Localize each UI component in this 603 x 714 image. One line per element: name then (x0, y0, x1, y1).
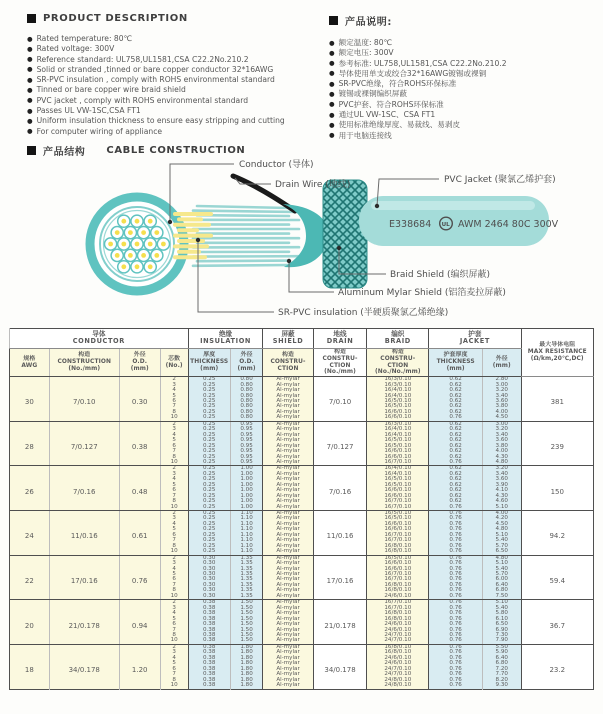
cell-drain-construction: 17/0.16 (313, 555, 367, 600)
cell-cores: 2 3 4 5 6 7 8 10 (160, 421, 188, 466)
cell-drain-construction: 7/0.16 (313, 466, 367, 511)
cell-jacket-thickness: 0.62 0.62 0.62 0.62 0.62 0.62 0.62 0.76 (429, 466, 483, 511)
list-item: ● SR-PVC insulation , comply with ROHS environmental standard (27, 75, 299, 85)
cell-shield-construction: Al-mylar Al-mylar Al-mylar Al-mylar Al-mylar Al-mylar Al-mylar Al-mylar (263, 555, 313, 600)
cell-insulation-od: 1.80 1.80 1.80 1.80 1.80 1.80 1.80 1.80 (230, 644, 263, 689)
jacket-print-file-no: E338684 (389, 218, 432, 230)
list-item: ● PVC护套、符合ROHS环保标准 (329, 100, 601, 110)
list-item: ● Reference standard: UL758,UL1581,CSA C22.2No.210.2 (27, 55, 299, 65)
cell-insulation-thickness: 0.38 0.38 0.38 0.38 0.38 0.38 0.38 0.38 (188, 600, 230, 645)
cell-insulation-od: 0.95 0.95 0.95 0.95 0.95 0.95 0.95 0.95 (230, 421, 263, 466)
col-header-awg: 规格 AWG (10, 348, 50, 376)
cell-jacket-od: 5.50 5.90 6.40 6.80 7.20 7.70 8.20 9.30 (482, 644, 521, 689)
list-item: ● 额定温度: 80℃ (329, 38, 601, 48)
cell-jacket-thickness: 0.76 0.76 0.76 0.76 0.76 0.76 0.76 0.76 (429, 644, 483, 689)
cell-insulation-thickness: 0.25 0.25 0.25 0.25 0.25 0.25 0.25 0.25 (188, 511, 230, 556)
cell-insulation-od: 1.35 1.35 1.35 1.35 1.35 1.35 1.35 1.35 (230, 555, 263, 600)
mylar-wrap (283, 204, 328, 267)
label-pvc-jacket: PVC Jacket (聚氯乙烯护套) (444, 174, 556, 185)
cell-awg: 30 (10, 377, 50, 422)
description-section (0, 0, 603, 141)
product-description-cn-title-text: 产品说明: (345, 17, 392, 28)
col-header-jacket-thickness: 护套厚度 THICKNESS (mm) (429, 348, 483, 376)
col-group-conductor: 导体 CONDUCTOR (10, 328, 189, 348)
svg-text:UL: UL (441, 221, 450, 228)
cell-insulation-thickness: 0.25 0.25 0.25 0.25 0.25 0.25 0.25 0.25 (188, 377, 230, 422)
cell-construction: 7/0.127 (49, 421, 119, 466)
product-description-title-text: PRODUCT DESCRIPTION (43, 13, 188, 24)
cell-shield-construction: Al-mylar Al-mylar Al-mylar Al-mylar Al-mylar Al-mylar Al-mylar Al-mylar (263, 377, 313, 422)
cell-cores: 2 3 4 5 6 7 8 10 (160, 466, 188, 511)
cell-awg: 24 (10, 511, 50, 556)
list-item: ● Passes UL VW-1SC,CSA FT1 (27, 106, 299, 116)
cell-shield-construction: Al-mylar Al-mylar Al-mylar Al-mylar Al-mylar Al-mylar Al-mylar Al-mylar (263, 644, 313, 689)
cell-conductor-od: 0.61 (119, 511, 160, 556)
col-group-shield: 屏蔽 SHIELD (263, 328, 313, 348)
list-item: ● Uniform insulation thickness to ensure easy stripping and cutting (27, 116, 299, 126)
cell-braid-construction: 16/8/0.10 16/8/0.10 24/6/0.10 24/6/0.10 24/7/0.10 24/7/0.10 24/8/0.10 24/8/0.10 (367, 644, 429, 689)
cell-jacket-thickness: 0.76 0.76 0.76 0.76 0.76 0.76 0.76 0.76 (429, 555, 483, 600)
cell-construction: 11/0.16 (49, 511, 119, 556)
cell-awg: 20 (10, 600, 50, 645)
cell-insulation-thickness: 0.38 0.38 0.38 0.38 0.38 0.38 0.38 0.38 (188, 644, 230, 689)
col-header-braid-construction: 构造 CONSTRU- CTION (No./No./mm) (367, 348, 429, 376)
list-item: ● 通过UL VW-1SC、CSA FT1 (329, 110, 601, 120)
cell-awg: 18 (10, 644, 50, 689)
cell-braid-construction: 16/3/0.10 16/3/0.10 16/4/0.10 16/4/0.10 16/5/0.10 16/5/0.10 16/6/0.10 16/6/0.10 (367, 377, 429, 422)
cell-drain-construction: 11/0.16 (313, 511, 367, 556)
cable-construction-title (27, 143, 603, 158)
label-braid-shield: Braid Shield (编织屏蔽) (390, 269, 491, 280)
col-group-drain: 地线 DRAIN (313, 328, 367, 348)
spec-row-awg-18 (10, 644, 594, 689)
list-item: ● 导体使用单支或绞合32*16AWG镀锡或裸铜 (329, 69, 601, 79)
cell-jacket-od: 4.80 5.10 5.40 5.70 6.00 6.40 6.80 7.50 (482, 555, 521, 600)
label-drain-wire: Drain Wire (地线) (275, 179, 351, 190)
cell-conductor-od: 0.38 (119, 421, 160, 466)
col-header-jacket-od: 外径 (mm) (482, 348, 521, 376)
cell-cores: 2 3 4 5 6 7 8 10 (160, 644, 188, 689)
cell-jacket-thickness: 0.62 0.62 0.62 0.62 0.62 0.62 0.62 0.76 (429, 421, 483, 466)
cell-insulation-thickness: 0.25 0.25 0.25 0.25 0.25 0.25 0.25 0.25 (188, 466, 230, 511)
list-item: ● 用于电脑连接线 (329, 131, 601, 141)
cable-diagram (27, 158, 603, 326)
construction-title-cn: 产品结构 (43, 146, 86, 158)
cell-braid-construction: 16/5/0.10 16/6/0.10 16/6/0.10 16/7/0.10 16/7/0.10 16/8/0.10 16/8/0.10 24/6/0.10 (367, 555, 429, 600)
cell-construction: 17/0.16 (49, 555, 119, 600)
col-header-max-resistance: 最大导体电阻 MAX RESISTANCE (Ω/km,20℃,DC) (521, 328, 593, 376)
cell-drain-construction: 7/0.127 (313, 421, 367, 466)
cell-jacket-thickness: 0.62 0.62 0.62 0.62 0.62 0.62 0.62 0.76 (429, 377, 483, 422)
col-header-insulation-thickness: 厚度 THICKNESS (mm) (188, 348, 230, 376)
col-header-cores: 芯数 (No.) (160, 348, 188, 376)
cell-insulation-od: 1.50 1.50 1.50 1.50 1.50 1.50 1.50 1.50 (230, 600, 263, 645)
spec-table-section (0, 326, 603, 690)
list-item: ● Rated voltage: 300V (27, 44, 299, 54)
list-item: ● 参考标准: UL758,UL1581,CSA C22.2No.210.2 (329, 59, 601, 69)
col-header-drain-construction: 构造 CONSTRU- CTION (No./mm) (313, 348, 367, 376)
list-item: ● 镀锡或裸铜编织屏蔽 (329, 89, 601, 99)
cell-max-resistance: 381 (521, 377, 593, 422)
cell-insulation-od: 1.00 1.00 1.00 1.00 1.00 1.00 1.00 1.00 (230, 466, 263, 511)
list-item: ● SR-PVC绝缘，符合ROHS环保标准 (329, 79, 601, 89)
spec-row-awg-22 (10, 555, 594, 600)
cell-awg: 28 (10, 421, 50, 466)
list-item: ● PVC jacket , comply with ROHS environmental standard (27, 96, 299, 106)
cell-construction: 34/0.178 (49, 644, 119, 689)
square-bullet-icon (329, 16, 338, 25)
list-item: ● Rated temperature: 80℃ (27, 34, 299, 44)
cell-construction: 7/0.10 (49, 377, 119, 422)
cell-construction: 21/0.178 (49, 600, 119, 645)
cell-insulation-thickness: 0.25 0.25 0.25 0.25 0.25 0.25 0.25 0.25 (188, 421, 230, 466)
col-group-insulation: 绝缘 INSULATION (188, 328, 263, 348)
cell-conductor-od: 0.94 (119, 600, 160, 645)
cell-jacket-od: 5.10 5.40 5.80 6.10 6.50 6.90 7.30 7.90 (482, 600, 521, 645)
cell-shield-construction: Al-mylar Al-mylar Al-mylar Al-mylar Al-mylar Al-mylar Al-mylar Al-mylar (263, 466, 313, 511)
cell-awg: 26 (10, 466, 50, 511)
cell-jacket-od: 3.20 3.40 3.60 3.90 4.10 4.30 4.60 5.10 (482, 466, 521, 511)
construction-title-en: CABLE CONSTRUCTION (106, 144, 246, 156)
col-header-shield-construction: 构造 CONSTRU- CTION (263, 348, 313, 376)
cell-conductor-od: 0.48 (119, 466, 160, 511)
cell-max-resistance: 94.2 (521, 511, 593, 556)
cell-jacket-od: 3.00 3.20 3.40 3.60 3.80 4.00 4.30 4.80 (482, 421, 521, 466)
spec-row-awg-28 (10, 421, 594, 466)
cell-jacket-thickness: 0.76 0.76 0.76 0.76 0.76 0.76 0.76 0.76 (429, 600, 483, 645)
cell-braid-construction: 16/4/0.10 16/4/0.10 16/5/0.10 16/5/0.10 16/6/0.10 16/6/0.10 16/7/0.10 16/7/0.10 (367, 466, 429, 511)
label-sr-pvc-insulation: SR-PVC insulation (半硬质聚氯乙烯绝缘) (278, 307, 449, 318)
cell-shield-construction: Al-mylar Al-mylar Al-mylar Al-mylar Al-mylar Al-mylar Al-mylar Al-mylar (263, 600, 313, 645)
jacket-print-spec: AWM 2464 80C 300V (458, 218, 559, 230)
cable-side-view (173, 176, 559, 288)
cell-shield-construction: Al-mylar Al-mylar Al-mylar Al-mylar Al-mylar Al-mylar Al-mylar Al-mylar (263, 511, 313, 556)
cell-conductor-od: 1.20 (119, 644, 160, 689)
col-header-insulation-od: 外径 O.D. (mm) (230, 348, 263, 376)
label-conductor: Conductor (导体) (239, 159, 314, 170)
cell-jacket-od: 4.00 4.20 4.50 4.80 5.10 5.40 5.70 6.50 (482, 511, 521, 556)
spec-row-awg-30 (10, 377, 594, 422)
product-description-list (27, 34, 299, 137)
product-description-en (27, 13, 299, 141)
col-group-braid: 编织 BRAID (367, 328, 429, 348)
product-description-cn-title (329, 13, 601, 28)
cell-cores: 2 3 4 5 6 7 8 10 (160, 377, 188, 422)
cell-insulation-od: 1.10 1.10 1.10 1.10 1.10 1.10 1.10 1.10 (230, 511, 263, 556)
col-header-conductor-od: 外径 O.D. (mm) (119, 348, 160, 376)
cell-max-resistance: 59.4 (521, 555, 593, 600)
list-item: ● 使用标准绝缘厚度、易裁线、易剥皮 (329, 120, 601, 130)
cell-insulation-thickness: 0.30 0.30 0.30 0.30 0.30 0.30 0.30 0.30 (188, 555, 230, 600)
cell-awg: 22 (10, 555, 50, 600)
cell-jacket-od: 2.80 3.00 3.20 3.40 3.60 3.80 4.00 4.50 (482, 377, 521, 422)
cell-cores: 2 3 4 5 6 7 8 10 (160, 511, 188, 556)
cell-max-resistance: 23.2 (521, 644, 593, 689)
cell-construction: 7/0.16 (49, 466, 119, 511)
label-aluminum-mylar-shield: Aluminum Mylar Shield (铝箔麦拉屏蔽) (338, 287, 506, 298)
cell-insulation-od: 0.80 0.80 0.80 0.80 0.80 0.80 0.80 0.80 (230, 377, 263, 422)
cell-conductor-od: 0.76 (119, 555, 160, 600)
cable-construction-section (0, 141, 603, 326)
jacket-print (389, 217, 559, 230)
product-description-cn-list (329, 38, 601, 141)
cell-max-resistance: 239 (521, 421, 593, 466)
spec-row-awg-24 (10, 511, 594, 556)
square-bullet-icon (27, 146, 36, 155)
cell-braid-construction: 16/3/0.10 16/4/0.10 16/4/0.10 16/5/0.10 16/5/0.10 16/6/0.10 16/6/0.10 16/7/0.10 (367, 421, 429, 466)
product-description-cn (329, 13, 601, 141)
cell-drain-construction: 34/0.178 (313, 644, 367, 689)
col-group-jacket: 护套 JACKET (429, 328, 521, 348)
spec-row-awg-26 (10, 466, 594, 511)
braid-segment (323, 180, 367, 288)
cell-drain-construction: 7/0.10 (313, 377, 367, 422)
cell-cores: 2 3 4 5 6 7 8 10 (160, 555, 188, 600)
square-bullet-icon (27, 14, 36, 23)
cell-max-resistance: 36.7 (521, 600, 593, 645)
list-item: ● For computer wiring of appliance (27, 127, 299, 137)
list-item: ● Solid or stranded ,tinned or bare copper conductor 32*16AWG (27, 65, 299, 75)
cell-shield-construction: Al-mylar Al-mylar Al-mylar Al-mylar Al-mylar Al-mylar Al-mylar Al-mylar (263, 421, 313, 466)
list-item: ● Tinned or bare copper wire braid shield (27, 85, 299, 95)
cell-max-resistance: 150 (521, 466, 593, 511)
spec-row-awg-20 (10, 600, 594, 645)
col-header-construction: 构造 CONSTRUCTION (No./mm) (49, 348, 119, 376)
cell-conductor-od: 0.30 (119, 377, 160, 422)
list-item: ● 额定电压: 300V (329, 48, 601, 58)
product-description-title (27, 13, 299, 24)
cell-cores: 2 3 4 5 6 7 8 10 (160, 600, 188, 645)
cell-drain-construction: 21/0.178 (313, 600, 367, 645)
cell-braid-construction: 16/7/0.10 16/7/0.10 16/8/0.10 16/8/0.10 24/6/0.10 24/6/0.10 24/7/0.10 24/7/0.10 (367, 600, 429, 645)
cell-braid-construction: 16/5/0.10 16/5/0.10 16/6/0.10 16/6/0.10 16/7/0.10 16/7/0.10 16/8/0.10 16/8/0.10 (367, 511, 429, 556)
cell-jacket-thickness: 0.76 0.76 0.76 0.76 0.76 0.76 0.76 0.76 (429, 511, 483, 556)
spec-table (9, 328, 594, 690)
